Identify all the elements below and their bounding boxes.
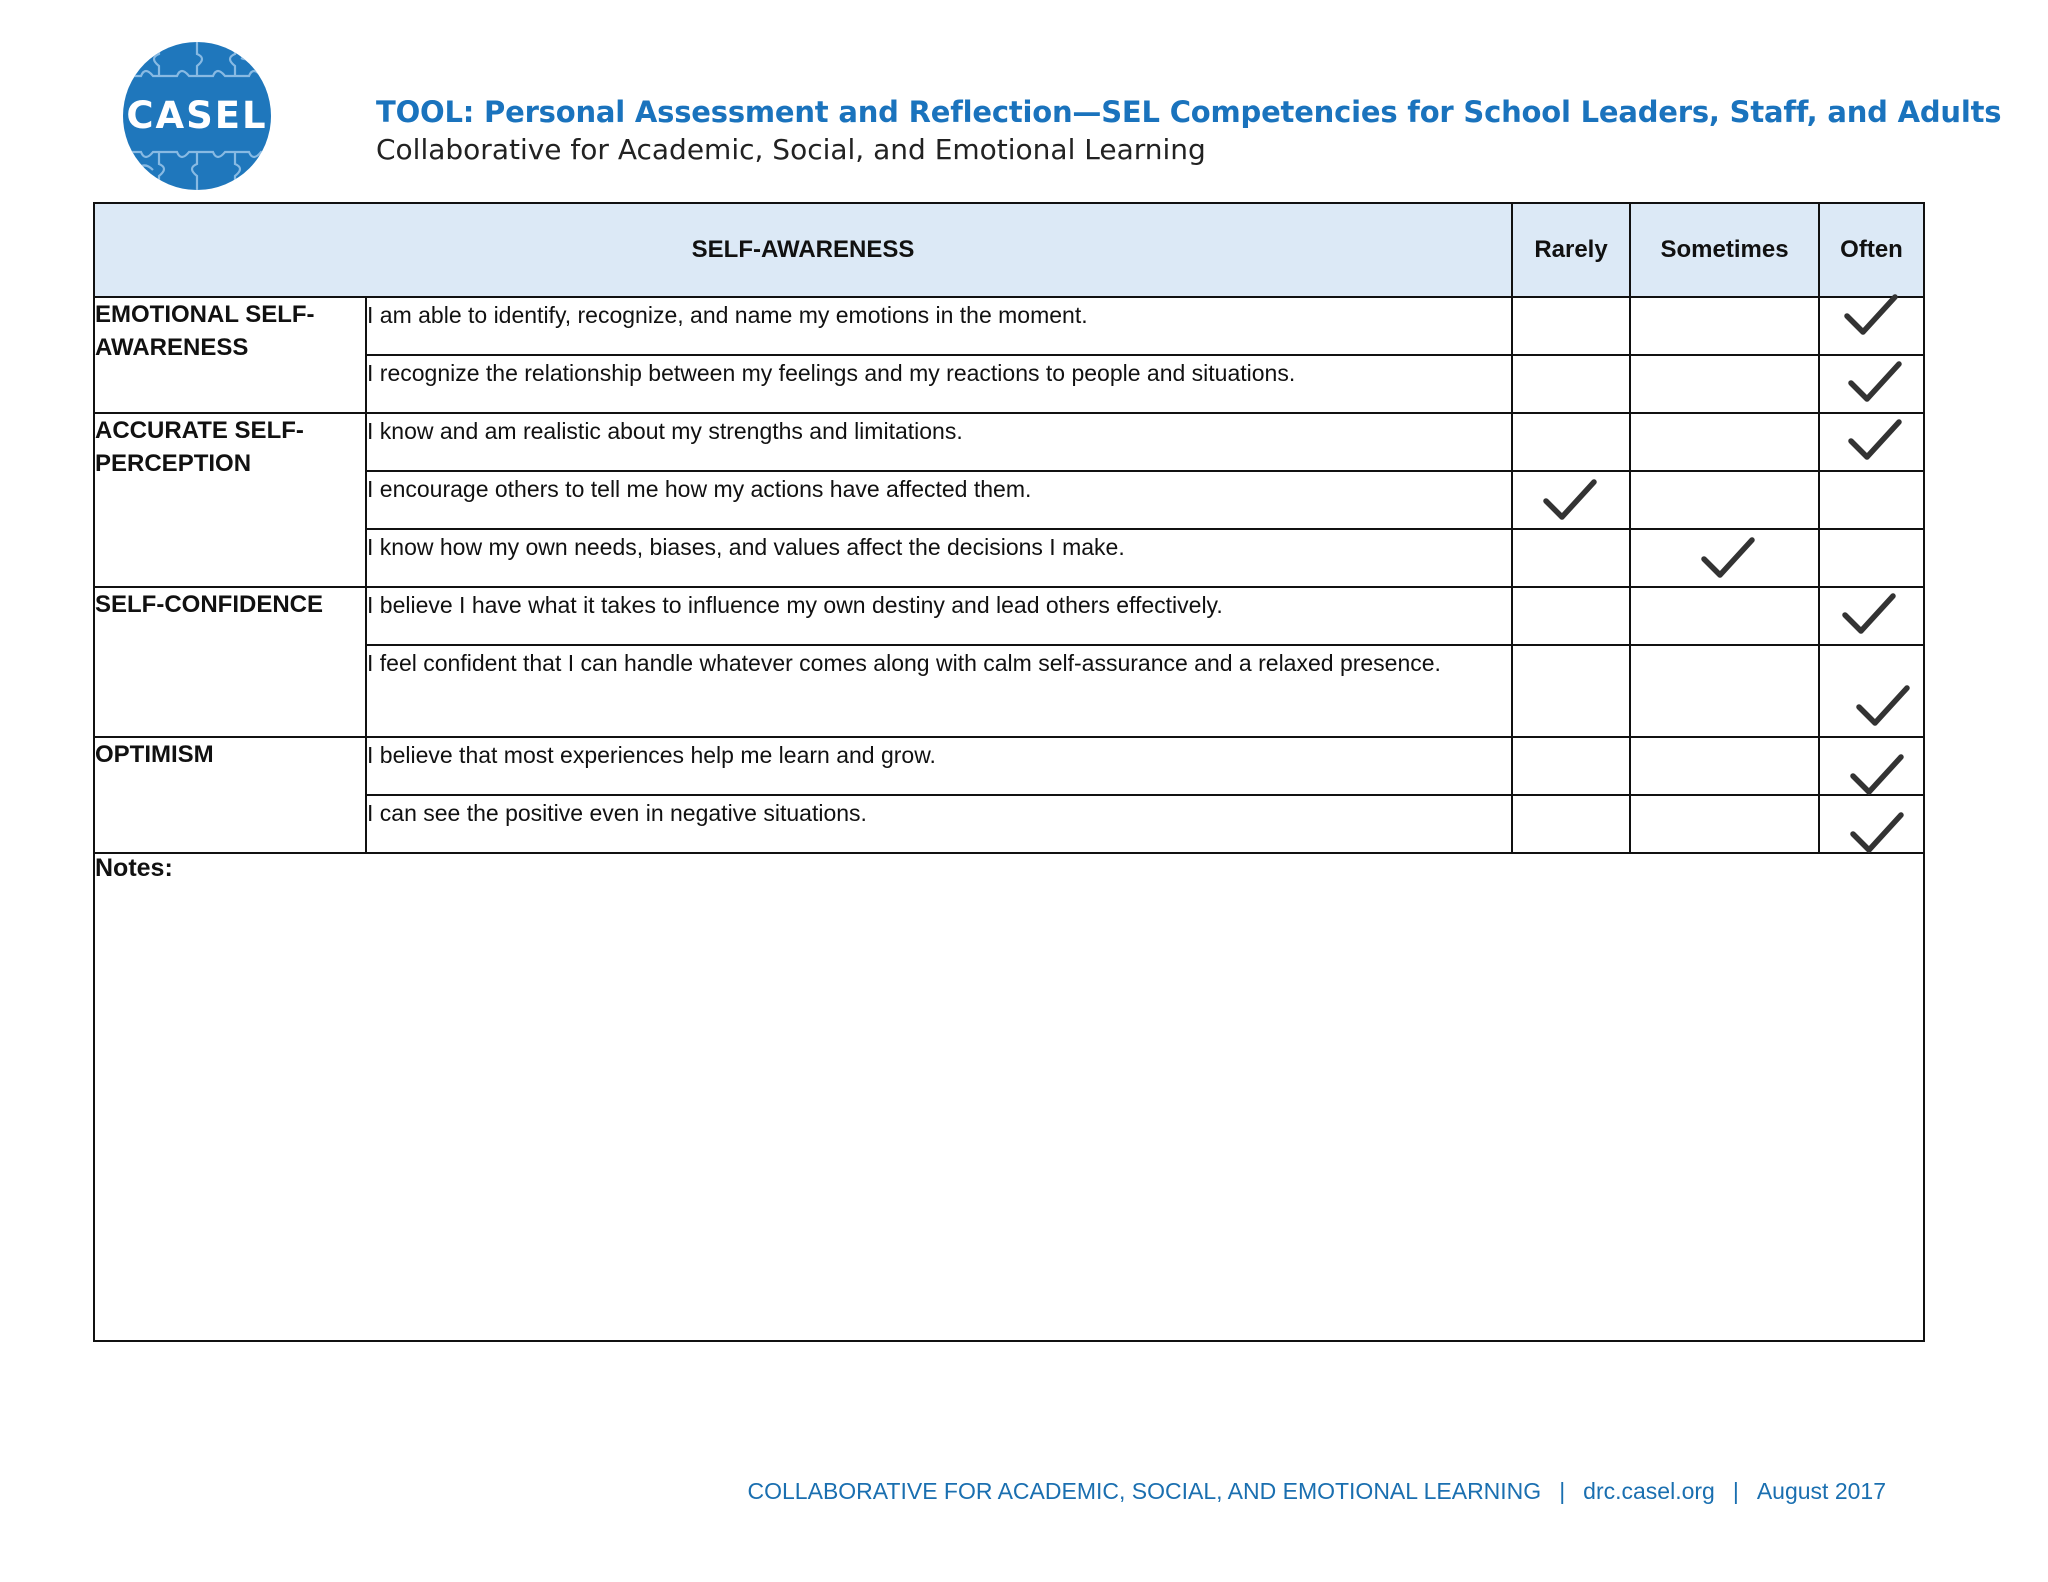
checkmark-icon bbox=[1699, 535, 1757, 585]
column-header-rarely: Rarely bbox=[1512, 203, 1630, 297]
rating-cell-often[interactable] bbox=[1819, 587, 1924, 645]
rating-cell-sometimes[interactable] bbox=[1630, 645, 1819, 737]
competency-emotional-self-awareness: EMOTIONAL SELF-AWARENESS bbox=[94, 297, 366, 413]
rating-cell-rarely[interactable] bbox=[1512, 529, 1630, 587]
rating-cell-sometimes[interactable] bbox=[1630, 587, 1819, 645]
section-title: SELF-AWARENESS bbox=[94, 203, 1512, 297]
statement: I believe that most experiences help me learn and grow. bbox=[366, 737, 1512, 795]
rating-cell-sometimes[interactable] bbox=[1630, 413, 1819, 471]
rating-cell-rarely[interactable] bbox=[1512, 587, 1630, 645]
footer-site[interactable]: drc.casel.org bbox=[1583, 1478, 1715, 1504]
rating-cell-rarely[interactable] bbox=[1512, 471, 1630, 529]
notes-area[interactable] bbox=[94, 853, 1924, 1341]
checkmark-icon bbox=[1846, 359, 1904, 409]
document-header bbox=[376, 95, 2001, 166]
rating-cell-sometimes[interactable] bbox=[1630, 795, 1819, 853]
table-row bbox=[94, 737, 1924, 795]
document-subtitle: Collaborative for Academic, Social, and Emotional Learning bbox=[376, 133, 1206, 166]
rating-cell-sometimes[interactable] bbox=[1630, 737, 1819, 795]
checkmark-icon bbox=[1846, 417, 1904, 467]
logo-text: CASEL bbox=[126, 94, 268, 137]
rating-cell-often[interactable] bbox=[1819, 355, 1924, 413]
rating-cell-often[interactable] bbox=[1819, 297, 1924, 355]
statement: I believe I have what it takes to influence my own destiny and lead others effectively. bbox=[366, 587, 1512, 645]
statement: I encourage others to tell me how my actions have affected them. bbox=[366, 471, 1512, 529]
rating-cell-rarely[interactable] bbox=[1512, 737, 1630, 795]
rating-cell-often[interactable] bbox=[1819, 413, 1924, 471]
document-title: TOOL: Personal Assessment and Reflection—SEL Competencies for School Leaders, Staff, and Adults bbox=[376, 95, 2002, 129]
rating-cell-often[interactable] bbox=[1819, 529, 1924, 587]
statement: I recognize the relationship between my feelings and my reactions to people and situations. bbox=[366, 355, 1512, 413]
page-footer: COLLABORATIVE FOR ACADEMIC, SOCIAL, AND EMOTIONAL LEARNING | drc.casel.org | August 2017 bbox=[747, 1478, 1886, 1504]
checkmark-icon bbox=[1842, 292, 1900, 342]
table-row bbox=[94, 795, 1924, 853]
rating-cell-sometimes[interactable] bbox=[1630, 471, 1819, 529]
rating-cell-rarely[interactable] bbox=[1512, 355, 1630, 413]
competency-accurate-self-perception: ACCURATE SELF-PERCEPTION bbox=[94, 413, 366, 587]
rating-cell-rarely[interactable] bbox=[1512, 413, 1630, 471]
rating-cell-sometimes[interactable] bbox=[1630, 297, 1819, 355]
statement: I know and am realistic about my strengths and limitations. bbox=[366, 413, 1512, 471]
statement: I am able to identify, recognize, and name my emotions in the moment. bbox=[366, 297, 1512, 355]
rating-cell-rarely[interactable] bbox=[1512, 645, 1630, 737]
table-row bbox=[94, 471, 1924, 529]
checkmark-icon bbox=[1848, 810, 1906, 860]
assessment-table bbox=[93, 202, 1925, 1342]
checkmark-icon bbox=[1854, 683, 1912, 733]
table-row bbox=[94, 529, 1924, 587]
statement: I know how my own needs, biases, and values affect the decisions I make. bbox=[366, 529, 1512, 587]
rating-cell-often[interactable] bbox=[1819, 795, 1924, 853]
rating-cell-rarely[interactable] bbox=[1512, 795, 1630, 853]
footer-date: August 2017 bbox=[1756, 1478, 1886, 1504]
rating-cell-often[interactable] bbox=[1819, 471, 1924, 529]
casel-logo bbox=[121, 40, 273, 192]
table-row bbox=[94, 587, 1924, 645]
footer-org: COLLABORATIVE FOR ACADEMIC, SOCIAL, AND EMOTIONAL LEARNING bbox=[747, 1478, 1542, 1504]
rating-cell-sometimes[interactable] bbox=[1630, 529, 1819, 587]
table-row bbox=[94, 413, 1924, 471]
rating-cell-sometimes[interactable] bbox=[1630, 355, 1819, 413]
rating-cell-often[interactable] bbox=[1819, 645, 1924, 737]
notes-row bbox=[94, 853, 1924, 1341]
notes-label: Notes: bbox=[95, 854, 173, 882]
rating-cell-rarely[interactable] bbox=[1512, 297, 1630, 355]
table-row bbox=[94, 355, 1924, 413]
statement: I can see the positive even in negative situations. bbox=[366, 795, 1512, 853]
checkmark-icon bbox=[1541, 477, 1599, 527]
table-row bbox=[94, 645, 1924, 737]
competency-self-confidence: SELF-CONFIDENCE bbox=[94, 587, 366, 737]
table-row bbox=[94, 297, 1924, 355]
statement: I feel confident that I can handle whatever comes along with calm self-assurance and a relaxed presence. bbox=[366, 645, 1512, 737]
column-header-sometimes: Sometimes bbox=[1630, 203, 1819, 297]
rating-cell-often[interactable] bbox=[1819, 737, 1924, 795]
column-header-often: Often bbox=[1819, 203, 1924, 297]
competency-optimism: OPTIMISM bbox=[94, 737, 366, 853]
checkmark-icon bbox=[1840, 591, 1898, 641]
table-header-row bbox=[94, 203, 1924, 297]
